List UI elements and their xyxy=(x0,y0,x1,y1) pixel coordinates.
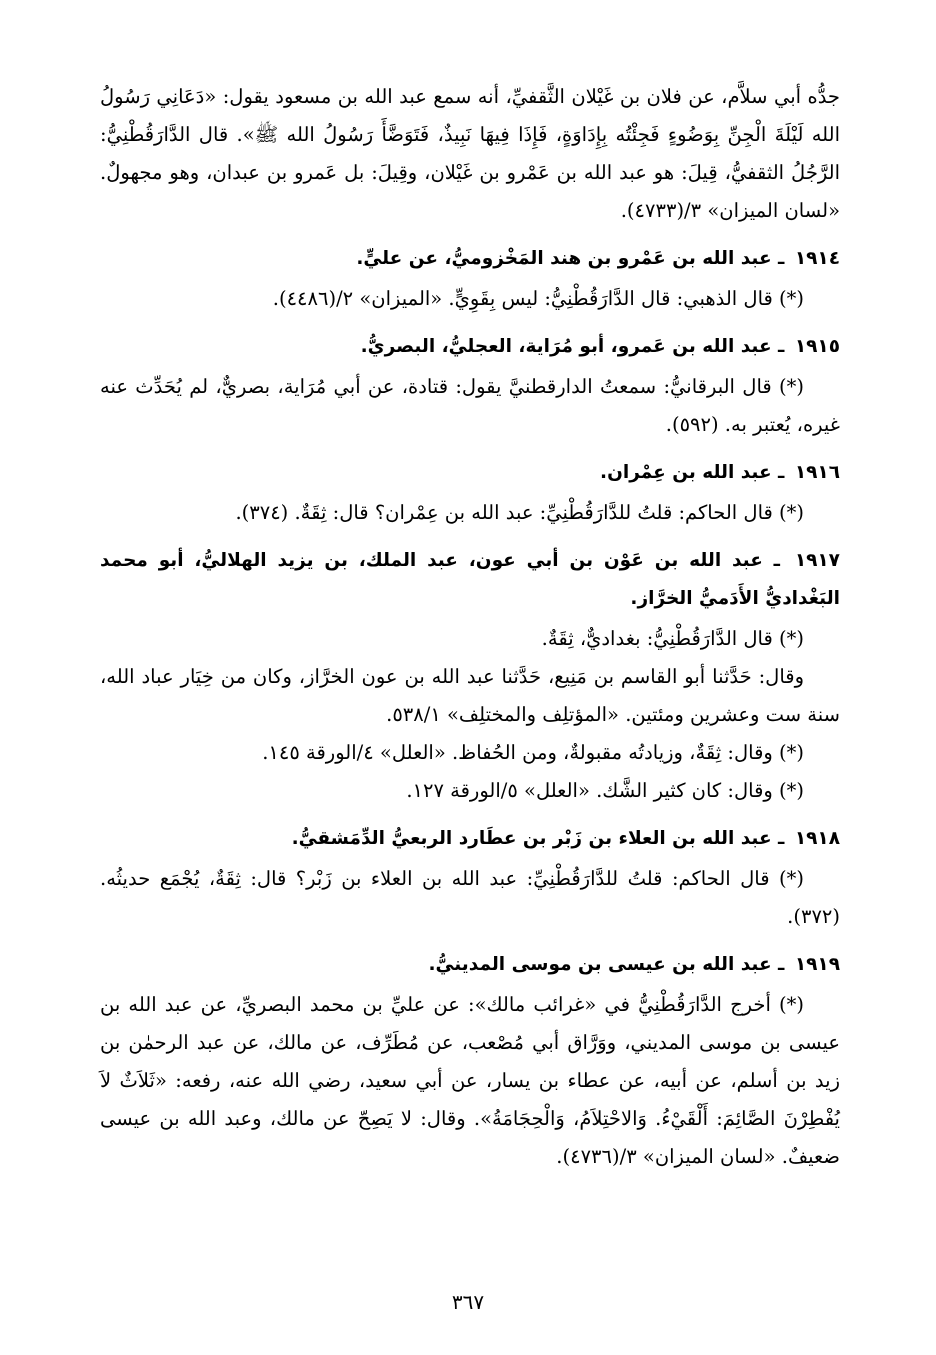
page-number: ٣٦٧ xyxy=(451,1290,485,1314)
entry-title: عبد الله بن عَمرو، أبو مُرَاية، العجليُّ، البصريُّ. xyxy=(360,336,772,357)
entry-paragraph: (*) قال البرقانيُّ: سمعتُ الدارقطنيَّ يقول: قتادة، عن أبي مُرَاية، بصريٌّ، لم يُحَدِّث عنه غيره، يُعتبر به. (٥٩٢). xyxy=(100,375,840,436)
entry-heading: ١٩١٦ ـ عبد الله بن عِمْران. xyxy=(600,462,840,483)
entry-number: ١٩١٥ xyxy=(794,336,840,357)
entry-paragraph: (*) قال الحاكم: قلتُ للدَّارَقُطْنِيِّ: عبد الله بن العلاء بن زَبْر؟ قال: ثِقَةٌ، يُجْمَع حديثُه. (٣٧٢). xyxy=(100,867,840,928)
entry-heading: ١٩١٥ ـ عبد الله بن عَمرو، أبو مُرَاية، العجليُّ، البصريُّ. xyxy=(360,336,840,357)
entry-paragraph: (*) قال الدَّارَقُطْنِيُّ: بغداديٌّ، ثِقَةٌ. xyxy=(541,627,804,650)
entry-paragraph: وقال: حَدَّثنا أبو القاسم بن مَنِيع، حَدَّثنا عبد الله بن عون الخرَّاز، وكان من خِيَار عباد الله، سنة ست وعشرين ومئتين. «المؤتلِف والمختلِف» ٥٣٨/١. xyxy=(100,665,840,726)
entry-number: ١٩١٦ xyxy=(794,462,840,483)
entry-paragraph: (*) وقال: كان كثير الشَّك. «العلل» ٥/الورقة ١٢٧. xyxy=(406,779,804,802)
entry-paragraph: (*) وقال: ثِقَةٌ، وزيادتُه مقبولةٌ، ومن الحُفاظ. «العلل» ٤/الورقة ١٤٥. xyxy=(262,741,804,764)
entry-title: عبد الله بن عِمْران. xyxy=(600,462,772,483)
entry-heading: ١٩١٤ ـ عبد الله بن عَمْرو بن هند المَخْزوميُّ، عن عليٍّ. xyxy=(356,248,840,269)
entry-heading: ١٩١٩ ـ عبد الله بن عيسى بن موسى المدينيُّ. xyxy=(428,954,840,975)
entry-title: عبد الله بن عيسى بن موسى المدينيُّ. xyxy=(428,954,772,975)
entry-paragraph: (*) قال الحاكم: قلتُ للدَّارَقُطْنِيِّ: عبد الله بن عِمْران؟ قال: ثِقَةٌ. (٣٧٤). xyxy=(235,501,804,524)
entry-title: عبد الله بن العلاء بن زَبْر بن عطَارد الربعيُّ الدِّمَشقيُّ. xyxy=(291,828,772,849)
entry-title: عبد الله بن عَمْرو بن هند المَخْزوميُّ، عن عليٍّ. xyxy=(356,248,772,269)
entry-title: عبد الله بن عَوْن بن أبي عون، عبد الملك، بن يزيد الهلاليُّ، أبو محمد البَغْداديُّ الأَدَميُّ الخرَّاز. xyxy=(100,550,840,609)
entry-heading: ١٩١٨ ـ عبد الله بن العلاء بن زَبْر بن عطَارد الربعيُّ الدِّمَشقيُّ. xyxy=(291,828,840,849)
entry-number: ١٩١٩ xyxy=(794,954,840,975)
entry-paragraph: (*) أخرج الدَّارَقُطْنِيُّ في «غرائب مالك»: عن عليِّ بن محمد البصريِّ، عن عبد الله بن عيسى بن موسى المديني، ووَرَّاق أبي مُصْعب، عن مُطَرِّف، عن مالك، عن عبد الرحمٰن بن زيد بن أسلم، عن أبيه، عن عطاء بن يسار، عن أبي سعيد، رضي الله عنه، رفعه: «ثَلاَثٌ لاَ يُفْطِرْنَ الصَّائِمَ: أَلْقَيْءُ. وَالاحْتِلاَمُ، وَالْحِجَامَةُ». وقال: لا يَصِحّ عن مالك، وعبد الله بن عيسى ضعيفٌ. «لسان الميزان» ٣/(٤٧٣٦). xyxy=(100,993,840,1168)
entry-number: ١٩١٨ xyxy=(794,828,840,849)
entry-number: ١٩١٧ xyxy=(794,550,840,571)
entry-paragraph: (*) قال الذهبي: قال الدَّارَقُطْنِيُّ: ليس بِقَوِيٍّ. «الميزان» ٢/(٤٤٨٦). xyxy=(272,287,804,310)
entry-number: ١٩١٤ xyxy=(794,248,840,269)
continuation-paragraph: جدُّه أبي سلاَّم، عن فلان بن غَيْلان الثَّقفيِّ، أنه سمع عبد الله بن مسعود يقول: «دَعَانِي رَسُولُ الله لَيْلَةَ الْجِنِّ بِوَضُوءٍ فَجِئْتُه بِإِدَاوَةٍ، فَإِذَا فِيهَا نَبِيذٌ، فَتَوَضَّأَ رَسُولُ الله ﷺ». قال الدَّارَقُطْنِيُّ: الرَّجُلُ الثقفيُّ، قِيلَ: هو عبد الله بن عَمْرو بن غَيْلان، وقِيلَ: بل عَمرو بن عبدان، وهو مجهولٌ. «لسان الميزان» ٣/(٤٧٣٣). xyxy=(100,85,840,222)
entry-heading: ١٩١٧ ـ عبد الله بن عَوْن بن أبي عون، عبد الملك، بن يزيد الهلاليُّ، أبو محمد البَغْداديُّ الأَدَميُّ الخرَّاز. xyxy=(100,550,840,609)
